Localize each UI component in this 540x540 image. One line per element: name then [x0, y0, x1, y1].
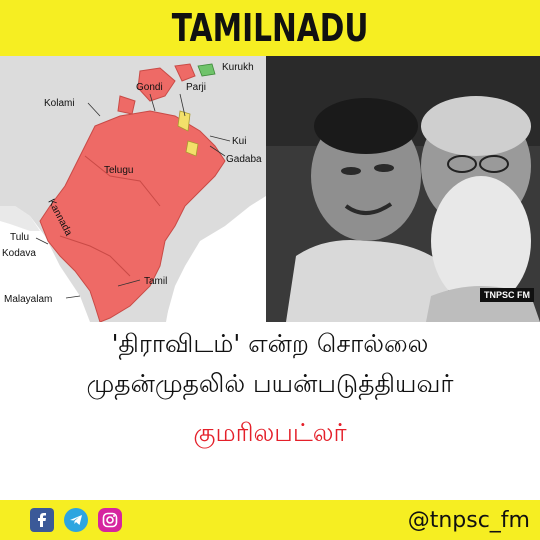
map-svg [0, 56, 266, 322]
image-row [0, 56, 540, 322]
telegram-icon[interactable] [64, 508, 88, 532]
question-line-1: 'திராவிடம்' என்ற சொல்லை [111, 329, 429, 358]
map-label-kolami: Kolami [44, 98, 75, 109]
dravidian-language-map [0, 56, 266, 322]
map-label-parji: Parji [186, 82, 207, 93]
watermark-label: TNPSC FM [480, 288, 534, 302]
map-label-kodava: Kodava [2, 248, 36, 259]
social-handle[interactable]: @tnpsc_fm [407, 507, 530, 533]
portrait-svg [266, 56, 540, 322]
answer-text: குமரிலபட்லர் [193, 418, 347, 447]
instagram-icon[interactable] [98, 508, 122, 532]
question-text [0, 324, 540, 404]
map-label-gondi: Gondi [136, 82, 163, 93]
map-label-kurukh: Kurukh [222, 62, 254, 73]
map-label-gadaba: Gadaba [226, 154, 262, 165]
question-line-2: முதன்முதலில் பயன்படுத்தியவர் [86, 369, 454, 398]
portrait-photo [266, 56, 540, 322]
social-icons [30, 508, 122, 532]
map-label-tamil: Tamil [144, 276, 168, 287]
map-label-malayalam: Malayalam [4, 294, 53, 305]
map-label-kui: Kui [232, 136, 247, 147]
facebook-icon[interactable] [30, 508, 54, 532]
map-label-kannada: Kannada [45, 197, 74, 238]
map-label-tulu: Tulu [10, 232, 30, 243]
map-label-telugu: Telugu [104, 165, 134, 176]
footer-bar [0, 500, 540, 540]
header-banner [0, 0, 540, 56]
page-title: TAMILNADU [171, 6, 369, 50]
